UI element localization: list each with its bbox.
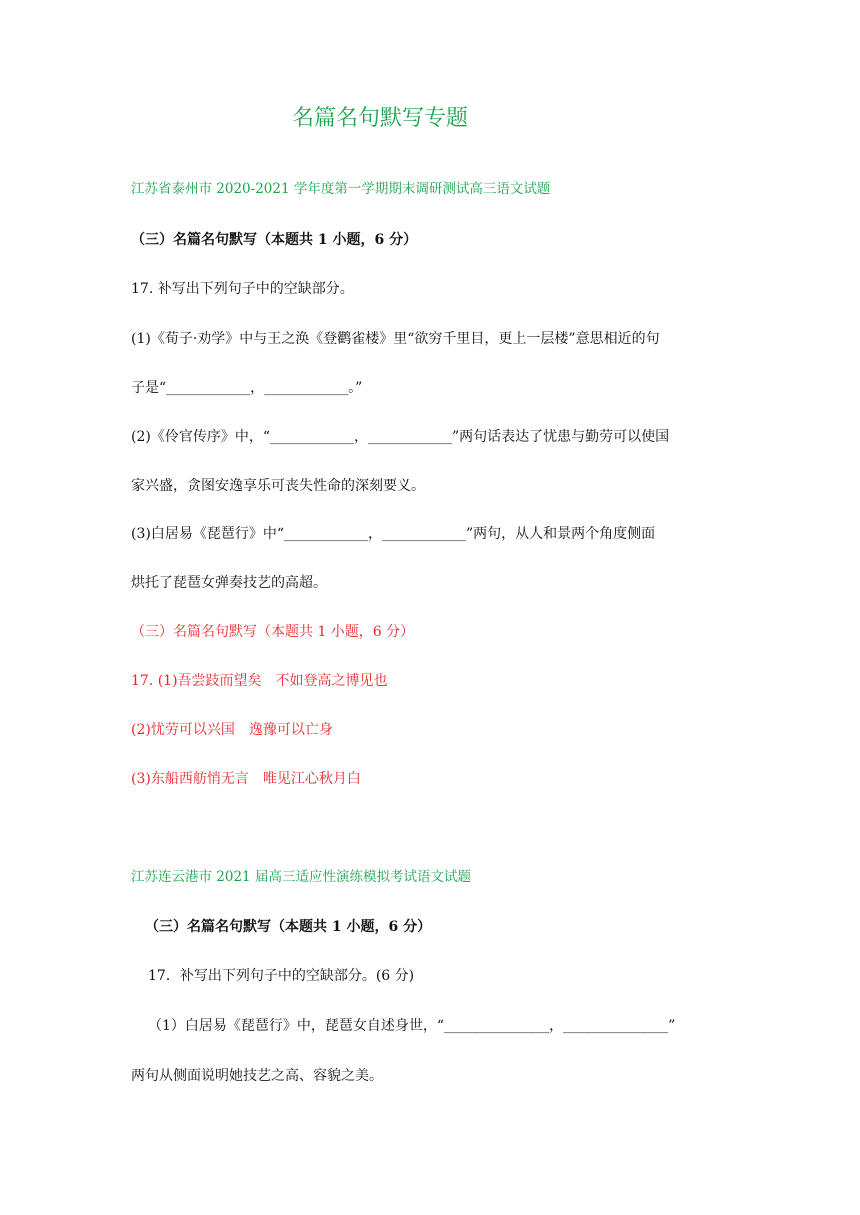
answer-heading: （三）名篇名句默写（本题共 1 小题，6 分） [131, 624, 415, 640]
question-17-prompt: 17. 补写出下列句子中的空缺部分。 [131, 281, 354, 297]
source-line-2: 江苏连云港市 2021 届高三适应性演练模拟考试语文试题 [131, 869, 471, 885]
answer-2: (2)忧劳可以兴国 逸豫可以亡身 [131, 722, 333, 738]
question-1-line-1-s2: （1）白居易《琵琶行》中，琵琶女自述身世，“_______________，_______________” [148, 1018, 676, 1034]
section-heading-2: （三）名篇名句默写（本题共 1 小题，6 分） [145, 919, 432, 935]
question-2-line-1: (2)《伶官传序》中，“____________，____________”两句话表达了忧患与勤劳可以使国 [131, 429, 670, 445]
answer-3: (3)东船西舫悄无言 唯见江心秋月白 [131, 771, 361, 787]
question-1-line-2-s2: 两句从侧面说明她技艺之高、容貌之美。 [131, 1068, 383, 1084]
source-line-1: 江苏省泰州市 2020-2021 学年度第一学期期末调研测试高三语文试题 [131, 181, 551, 197]
section-heading-1: （三）名篇名句默写（本题共 1 小题，6 分） [131, 232, 418, 248]
question-1-line-2: 子是“____________，____________。” [131, 380, 363, 396]
page-title: 名篇名句默写专题 [292, 106, 469, 131]
question-2-line-2: 家兴盛，贪图安逸享乐可丧失性命的深刻要义。 [131, 478, 425, 494]
question-17-prompt-2: 17．补写出下列句子中的空缺部分。(6 分) [148, 968, 415, 984]
question-3-line-2: 烘托了琵琶女弹奏技艺的高超。 [131, 575, 327, 591]
answer-1: 17. (1)吾尝跂而望矣 不如登高之博见也 [131, 673, 388, 689]
question-1-line-1: (1)《荀子·劝学》中与王之涣《登鹳雀楼》里“欲穷千里目，更上一层楼”意思相近的句 [131, 331, 660, 347]
question-3-line-1: (3)白居易《琵琶行》中“____________，____________”两句，从人和景两个角度侧面 [131, 526, 656, 542]
